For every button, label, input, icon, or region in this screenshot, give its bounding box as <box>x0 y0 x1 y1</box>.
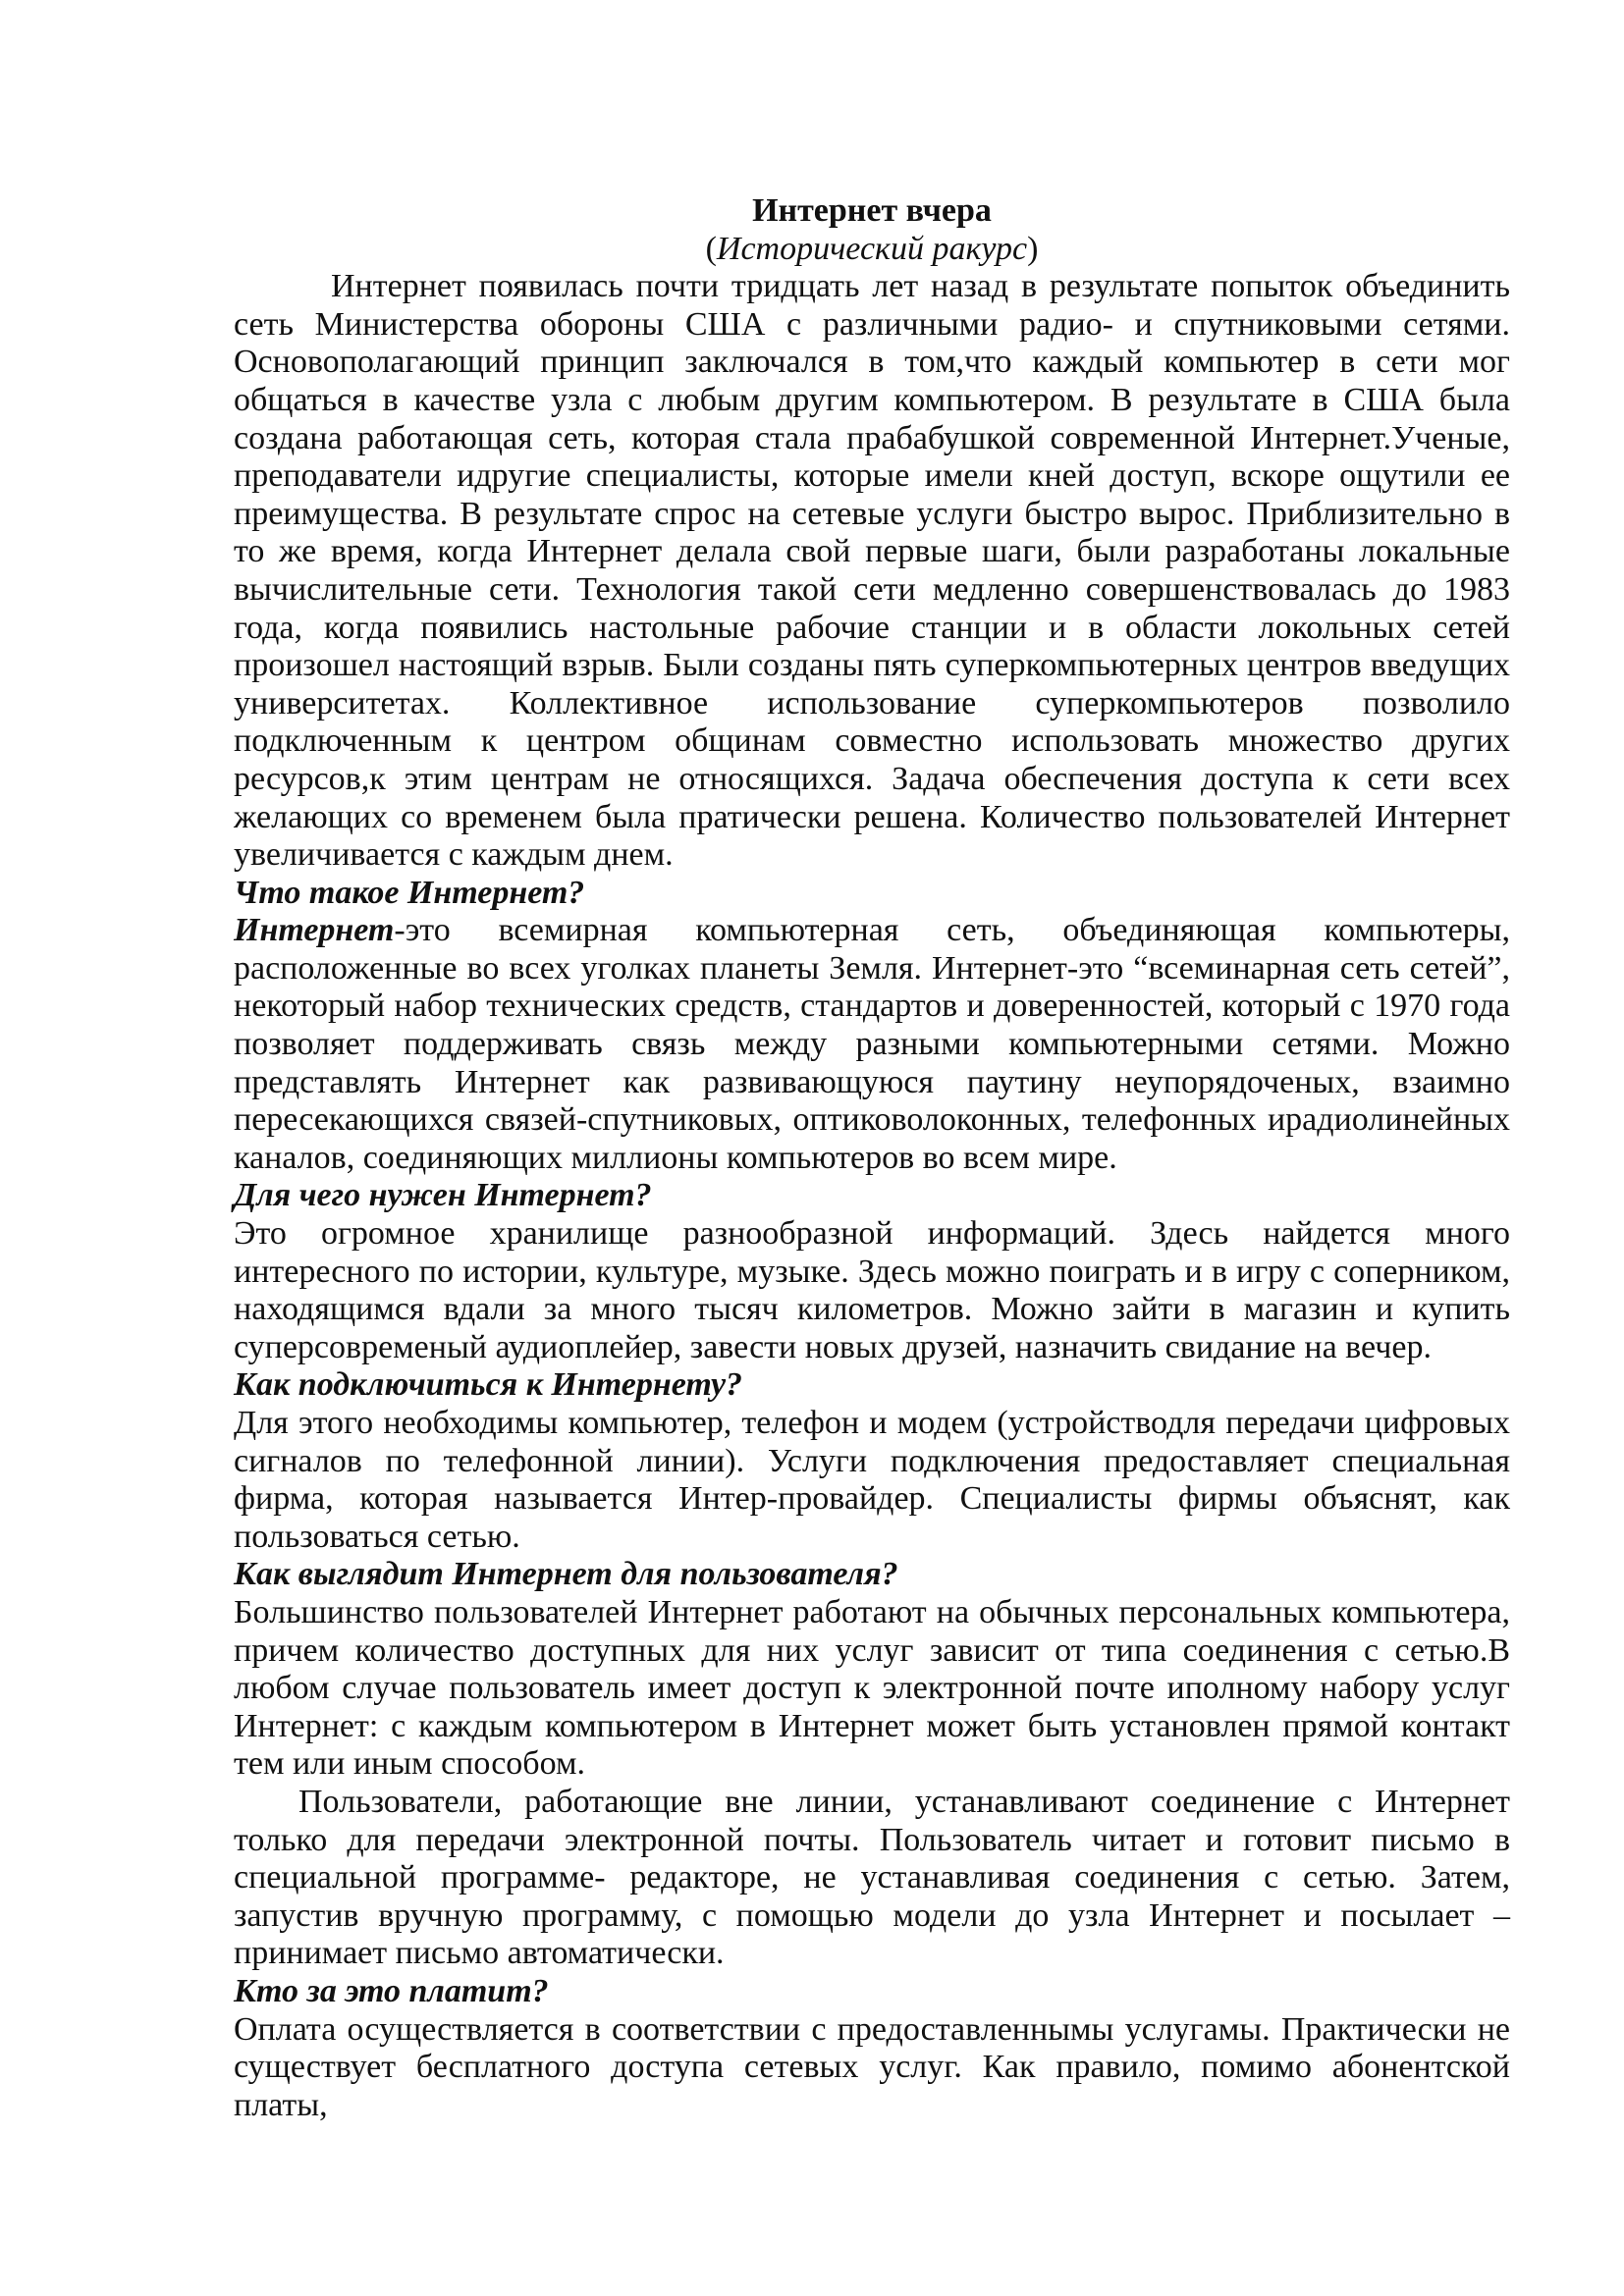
subtitle-text: Исторический ракурс <box>716 230 1028 267</box>
section-heading-how-it-looks: Как выглядит Интернет для пользователя? <box>234 1556 898 1593</box>
section-paragraph-who-pays: Оплата осуществляется в соответствии с предоставленнымы услугамы. Практически не существует бесплатного доступа сетевых услуг. Как правило, помимо абонентской платы, <box>234 2010 1510 2123</box>
section-heading-who-pays: Кто за это платит? <box>234 1972 549 2009</box>
definition-text: -это всемирная компьютерная сеть, объединяющая компьютеры, расположенные во всех уголках планеты Земля. Интернет-это “всеминарная сеть сетей”, некоторый набор технических средств, стандартов и доверенностей, который с 1970 года позволяет поддерживать связь между разными компьютерными сетями. Можно представлять Интернет как развивающуюся паутину неупорядоченых, взаимно пересекающихся связей-спутниковых, оптиковолоконных, телефонных ирадиолинейных каналов, соединяющих миллионы компьютеров во всем мире. <box>234 912 1510 1176</box>
subtitle-close-paren: ) <box>1027 230 1039 267</box>
section-paragraph-how-it-looks: Большинство пользователей Интернет работают на обычных персональных компьютера, причем количество доступных для них услуг зависит от типа соединения с сетью.В любом случае пользователь имеет доступ к электронной почте иполному набору услуг Интернет: с каждым компьютером в Интернет может быть установлен прямой контакт тем или иным способом. <box>234 1593 1510 1783</box>
subtitle-open-paren: ( <box>705 230 717 267</box>
section-paragraph-how-to-connect: Для этого необходимы компьютер, телефон и модем (устройстводля передачи цифровых сигналов по телефонной линии). Услуги подключения предоставляет специальная фирма, которая называется Интер-провайдер. Специалисты фирмы объяснят, как пользоваться сетью. <box>234 1405 1510 1555</box>
section-heading-how-to-connect: Как подключиться к Интернету? <box>234 1366 743 1404</box>
document-subtitle <box>234 231 1510 269</box>
intro-paragraph: Интернет появилась почти тридцать лет назад в результате попыток объединить сеть Министерства обороны США с различными радио- и спутниковыми сетями. Основополагающий принцип заключался в том,что каждый компьютер в сети мог общаться в качестве узла с любым другим компьютером. В результате в США была создана работающая сеть, которая стала прабабушкой современной Интернет.Ученые, преподаватели идругие специалисты, которые имели кней доступ, вскоре ощутили ее преимущества. В результате спрос на сетевые услуги быстро вырос. Приблизительно в то же время, когда Интернет делала свой первые шаги, были разработаны локальные вычислительные сети. Технология такой сети медленно совершенствовалась до 1983 года, когда появились настольные рабочие станции и в области локольных сетей произошел настоящий взрыв. Были созданы пять суперкомпьютерных центров введущих университетах. Коллективное использование суперкомпьютеров позволило подключенным к центром общинам совместно использовать множество других ресурсов,к этим центрам не относящихся. Задача обеспечения доступа к сети всех желающих со временем была пратически решена. Количество пользователей Интернет увеличивается с каждым днем. <box>234 268 1510 874</box>
section-heading-what-is-internet: Что такое Интернет? <box>234 874 585 911</box>
document-title: Интернет вчера <box>752 192 992 229</box>
section-paragraph-what-is-internet <box>234 912 1510 1177</box>
section-heading-why-internet: Для чего нужен Интернет? <box>234 1177 652 1214</box>
section-paragraph-offline-users: Пользователи, работающие вне линии, устанавливают соединение с Интернет только для передачи электронной почты. Пользователь читает и готовит письмо в специальной программе- редакторе, не устанавливая соединения с сетью. Затем, запустив вручную программу, с помощью модели до узла Интернет и посылает –принимает письмо автоматически. <box>234 1783 1510 1972</box>
document-page <box>234 192 1510 2124</box>
term-internet: Интернет <box>234 912 395 949</box>
section-paragraph-why-internet: Это огромное хранилище разнообразной информаций. Здесь найдется много интересного по истории, культуре, музыке. Здесь можно поиграть и в игру с соперником, находящимся вдали за много тысяч километров. Можно зайти в магазин и купить суперсовременый аудиоплейер, завести новых друзей, назначить свидание на вечер. <box>234 1215 1510 1365</box>
